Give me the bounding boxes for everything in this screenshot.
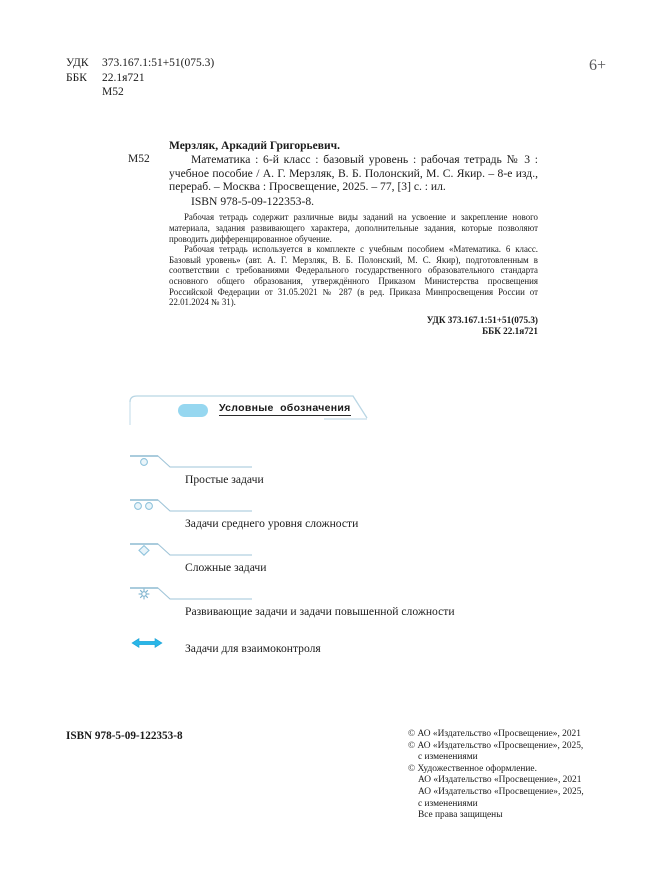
copyright-line: АО «Издательство «Просвещение», 2021 xyxy=(418,775,582,786)
legend-item xyxy=(128,496,558,540)
copyright-line: с изменениями xyxy=(418,752,478,763)
age-rating-mark: 6+ xyxy=(588,57,606,74)
legend-item xyxy=(128,628,558,672)
copyright-line: Все права защищены xyxy=(418,810,503,821)
legend-item-label: Задачи среднего уровня сложности xyxy=(185,517,359,530)
legend-banner-title: Условные обозначения xyxy=(219,402,351,414)
biblio-sigil: М52 xyxy=(128,153,150,165)
annotation-paragraph: Рабочая тетрадь содержит различные виды заданий на усвоение и закрепление нового материала, задания развивающего характера, дополнительные задания, которые позволяют проводить дифференцированное обучение. xyxy=(169,212,538,244)
legend-chip-icon xyxy=(178,404,208,417)
double-arrow-icon xyxy=(130,636,164,650)
biblio-author: Мерзляк, Аркадий Григорьевич. xyxy=(169,140,340,152)
legend-item-label: Сложные задачи xyxy=(185,561,267,574)
biblio-description: Математика : 6-й класс : базовый уровень : рабочая тетрадь № 3 : учебное пособие / А. Г. Мерзляк, В. Б. Полонский, М. С. Якир. – 8-е изд., перераб. – Москва : Просвещение, 2025. – 77, [3] с. : ил. xyxy=(169,153,538,194)
udk-value: 373.167.1:51+51(075.3) xyxy=(102,57,215,69)
classification-codes xyxy=(66,56,214,100)
biblio-body xyxy=(128,153,538,208)
classification-codes-bottom xyxy=(169,315,538,337)
single-circle-icon xyxy=(128,452,256,472)
bibliographic-record xyxy=(128,140,538,337)
copyright-line: © АО «Издательство «Просвещение», 2021 xyxy=(408,729,581,739)
udk-key: УДК xyxy=(66,57,89,69)
udk-row xyxy=(66,56,214,71)
classification-sigil: М52 xyxy=(102,86,124,98)
annotation-paragraph: Рабочая тетрадь используется в комплекте с учебным пособием «Математика. 6 класс. Базовый уровень» (авт. А. Г. Мерзляк, В. Б. Полонский, М. С. Якир), подготовленным в соответствии с требованиями Федерального государственного образовательного стандарта основного общего образования, утверждённого Приказом Министерства просвещения Российской Федерации от 31.05.2021 № 287 (в ред. Приказа Минпросвещения России от 22.01.2024 № 31). xyxy=(169,244,538,308)
diamond-icon xyxy=(128,540,256,560)
legend-item xyxy=(128,452,558,496)
udk-bottom-value: УДК 373.167.1:51+51(075.3) xyxy=(426,314,538,325)
copyright-line: © АО «Издательство «Просвещение», 2025, xyxy=(408,740,584,751)
legend-banner xyxy=(128,392,368,426)
sun-asterisk-icon xyxy=(128,584,256,604)
legend-item xyxy=(128,540,558,584)
legend-section xyxy=(128,392,558,672)
footer-isbn: ISBN 978-5-09-122353-8 xyxy=(66,730,183,742)
copyright-line: © Художественное оформление. xyxy=(408,763,537,774)
bbk-key: ББК xyxy=(66,71,87,84)
bbk-row xyxy=(66,71,214,86)
copyright-block xyxy=(408,729,584,822)
annotation-text xyxy=(169,212,538,307)
legend-item xyxy=(128,584,558,628)
double-circle-icon xyxy=(128,496,256,516)
legend-item-label: Простые задачи xyxy=(185,473,264,486)
bbk-value: 22.1я721 xyxy=(102,71,145,84)
legend-item-label: Задачи для взаимоконтроля xyxy=(185,642,321,655)
biblio-isbn: ISBN 978-5-09-122353-8. xyxy=(191,194,315,208)
legend-item-list xyxy=(128,452,558,672)
legend-item-label: Развивающие задачи и задачи повышенной сложности xyxy=(185,605,455,618)
copyright-line: АО «Издательство «Просвещение», 2025, xyxy=(418,786,584,797)
bbk-bottom-value: ББК 22.1я721 xyxy=(482,325,538,336)
copyright-line: с изменениями xyxy=(418,798,478,809)
